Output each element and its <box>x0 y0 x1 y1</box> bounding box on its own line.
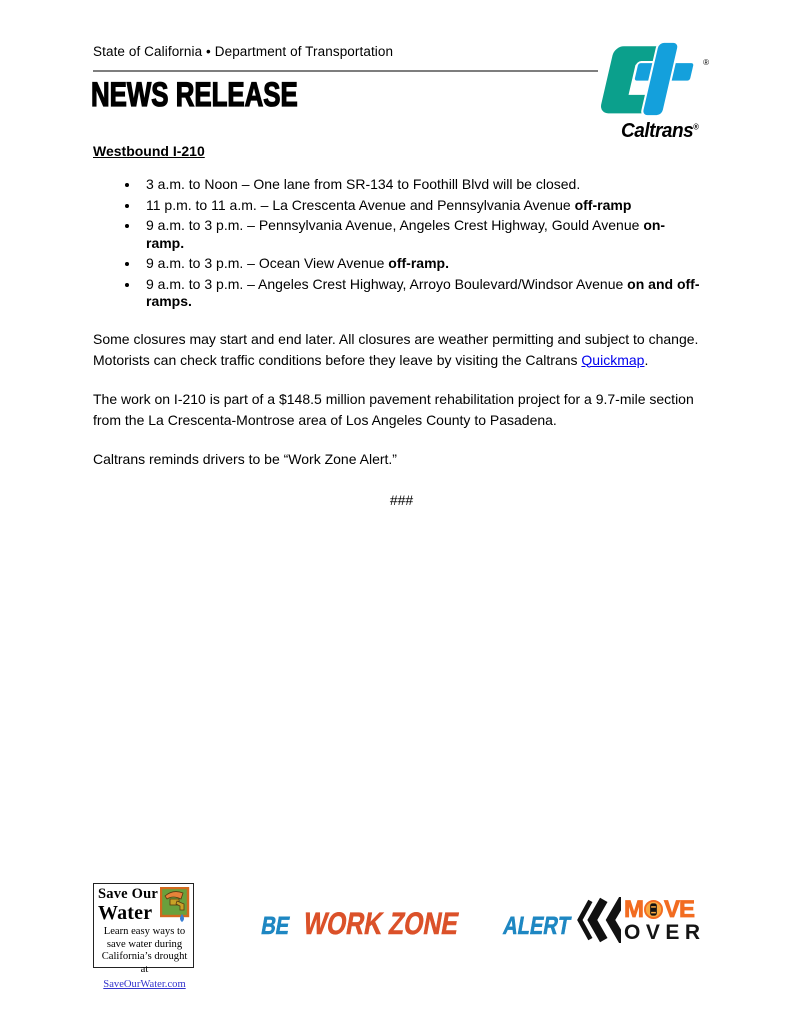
closure-list-item <box>140 176 702 194</box>
be-work-zone-alert-logo <box>259 906 590 942</box>
over-text: OVER <box>624 920 706 944</box>
closure-text: 9 a.m. to 3 p.m. – Ocean View Avenue <box>146 255 389 271</box>
section-heading: Westbound I-210 <box>93 143 205 159</box>
wza-alert-text: ALERT <box>500 912 573 940</box>
paragraph-text: Some closures may start and end later. All closures are weather permitting and subject to change. Motorists can check traffic conditions before they leave by visiting the Caltrans <box>93 330 699 368</box>
page-title: NEWS RELEASE <box>91 76 298 114</box>
agency-line: State of California • Department of Transportation <box>93 44 394 59</box>
closure-bold-text: off-ramp. <box>388 255 449 271</box>
closure-text: 9 a.m. to 3 p.m. – Angeles Crest Highway, Arroyo Boulevard/Windsor Avenue <box>146 275 628 292</box>
paragraph-closure-note <box>93 329 710 371</box>
chevrons-left-icon <box>577 896 621 944</box>
wza-work-zone-text: WORK ZONE <box>300 906 462 941</box>
header-divider <box>93 70 598 72</box>
registered-mark: ® <box>703 58 709 67</box>
move-over-logo <box>577 896 706 944</box>
save-our-water-title: Save Our Water <box>98 886 159 924</box>
registered-mark: ® <box>693 122 699 132</box>
caltrans-ct-symbol-icon <box>599 40 703 118</box>
water-faucet-icon <box>160 887 190 923</box>
end-mark: ### <box>389 491 414 508</box>
closure-bold-text: on-ramp. <box>146 217 666 251</box>
move-text: M VE <box>624 895 695 923</box>
closure-list-item <box>140 255 702 273</box>
save-our-water-link[interactable]: SaveOurWater.com <box>103 979 186 990</box>
closure-list-item <box>140 197 702 215</box>
closure-list-item <box>140 217 702 252</box>
closure-text: 9 a.m. to 3 p.m. – Pennsylvania Avenue, Angeles Crest Highway, Gould Avenue <box>146 217 644 233</box>
paragraph-text: . <box>644 351 649 368</box>
closure-text: 3 a.m. to Noon – One lane from SR-134 to Foothill Blvd will be closed. <box>146 176 581 192</box>
car-circle-icon <box>644 900 663 919</box>
closure-text: 11 p.m. to 11 a.m. – La Crescenta Avenue and Pennsylvania Avenue <box>146 196 575 213</box>
wza-be-text: BE <box>259 912 292 940</box>
caltrans-logo <box>597 40 715 143</box>
caltrans-wordmark: Caltrans® <box>621 120 699 142</box>
closure-bold-text: off-ramp <box>574 196 632 213</box>
save-our-water-text: Learn easy ways to save water during California’s drought at <box>101 926 188 975</box>
quickmap-link[interactable]: Quickmap <box>581 351 645 368</box>
save-our-water-badge <box>93 883 194 990</box>
closure-list <box>93 176 702 311</box>
article-body <box>93 141 710 511</box>
paragraph-project-info: The work on I-210 is part of a $148.5 million pavement rehabilitation project for a 9.7-mile section from the La Crescenta-Montrose area of Los Angeles County to Pasadena. <box>93 390 694 428</box>
closure-bold-text: on and off-ramps. <box>146 275 700 309</box>
closure-list-item <box>140 276 702 311</box>
paragraph-work-zone-alert: Caltrans reminds drivers to be “Work Zone Alert.” <box>93 450 397 467</box>
